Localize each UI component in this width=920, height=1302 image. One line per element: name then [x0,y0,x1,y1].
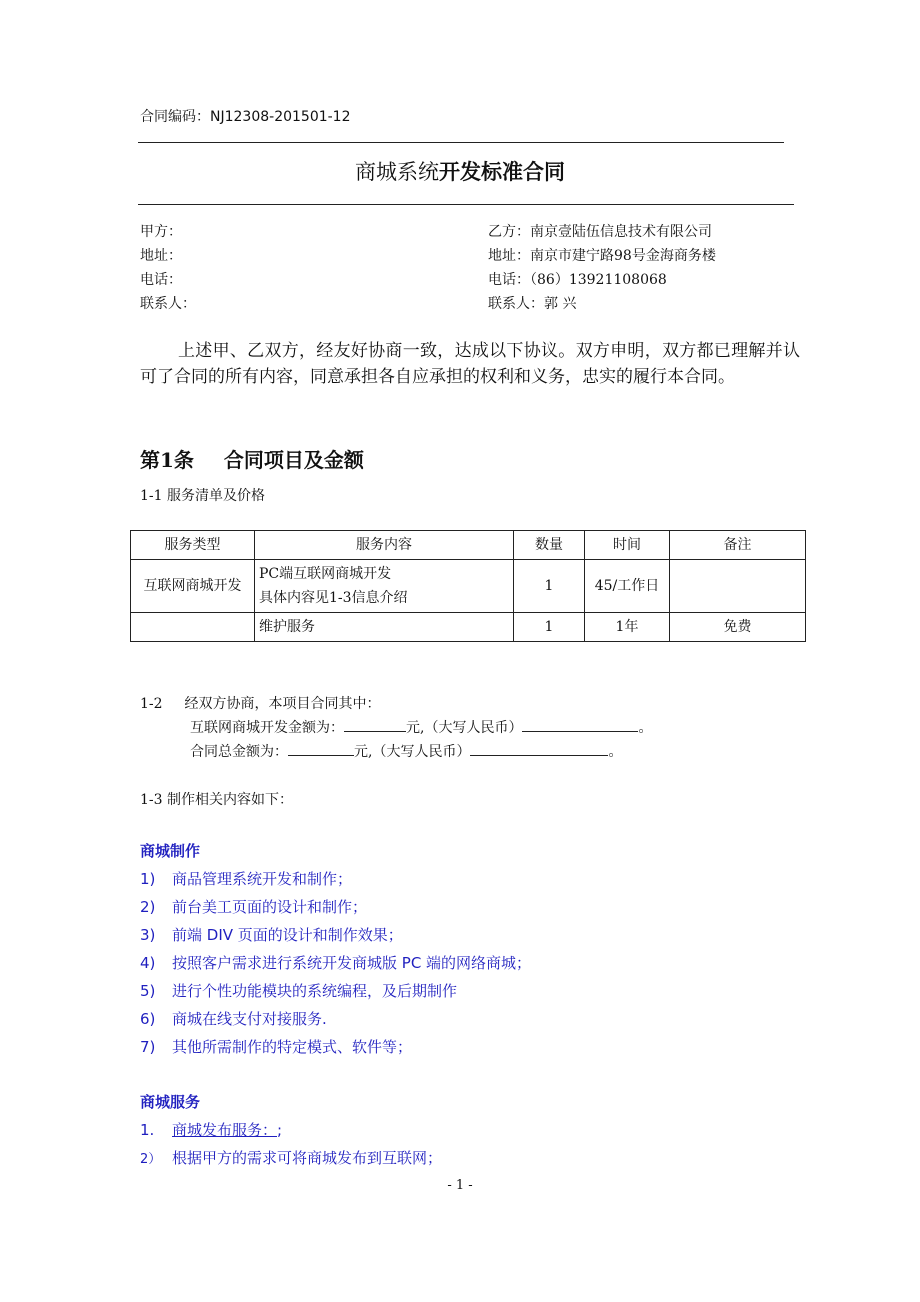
list-item: 7) 其他所需制作的特定模式、软件等； [140,1038,413,1056]
total-amount-upper-blank [470,741,608,756]
title-part-2: 开发标准合同 [439,160,565,184]
dev-amount-end: 。 [638,720,653,736]
mall-service-heading: 商城服务 [140,1093,201,1111]
article-1-title: 合同项目及金额 [223,448,364,472]
title-part-1: 商城系统 [355,160,439,184]
article-1-number: 第1条 [140,448,194,472]
party-a-address: 地址： [140,248,182,264]
cell-content: 维护服务 [255,613,514,642]
list-item: 2） 根据甲方的需求可将商城发布到互联网； [140,1149,443,1167]
dev-amount-label: 互联网商城开发金额为： [190,720,344,736]
section-1-2-label: 1-2 [140,696,163,712]
cell-content-line-1: PC端互联网商城开发 [259,566,392,582]
total-amount-end: 。 [608,744,623,760]
header-time: 时间 [585,531,670,560]
total-amount-line [190,741,622,761]
list-item: 5) 进行个性功能模块的系统编程，及后期制作 [140,982,458,1000]
contract-number: 合同编码：NJ12308-201501-12 [140,109,351,125]
cell-quantity: 1 [514,560,585,613]
party-b-name: 乙方：南京壹陆伍信息技术有限公司 [488,224,712,240]
cell-time: 1年 [585,613,670,642]
title-divider [138,204,794,205]
page-number: - 1 - [447,1178,473,1193]
dev-amount-blank [344,717,406,732]
total-amount-blank [288,741,354,756]
dev-amount-upper-blank [522,717,638,732]
cell-content [255,560,514,613]
table-row [131,560,806,613]
section-1-2-heading [140,693,381,713]
cell-type [131,613,255,642]
party-a-contact: 联系人： [140,296,196,312]
section-1-1-heading: 1-1 服务清单及价格 [140,488,265,504]
party-a-name: 甲方： [140,224,182,240]
section-1-2-text: 经双方协商，本项目合同其中： [184,696,381,712]
total-amount-label: 合同总金额为： [190,744,288,760]
article-1-heading [140,444,364,473]
table-row [131,613,806,642]
party-b-address: 地址：南京市建宁路98号金海商务楼 [488,248,716,264]
header-service-content: 服务内容 [255,531,514,560]
intro-paragraph: 上述甲、乙双方，经友好协商一致，达成以下协议。双方申明，双方都已理解并认可了合同的所有内容，同意承担各自应承担的权利和义务，忠实的履行本合同。 [140,341,800,387]
party-b-phone: 电话：（86）13921108068 [488,272,667,288]
header-quantity: 数量 [514,531,585,560]
total-amount-mid: 元,（大写人民币） [354,744,471,760]
service-table [130,530,806,642]
party-b-contact: 联系人：郭 兴 [488,296,577,312]
header-service-type: 服务类型 [131,531,255,560]
cell-quantity: 1 [514,613,585,642]
list-item: 4) 按照客户需求进行系统开发商城版 PC 端的网络商城； [140,954,532,972]
list-item: 1. 商城发布服务：; [140,1121,283,1139]
list-item: 6) 商城在线支付对接服务. [140,1010,327,1028]
header-divider [138,142,784,143]
mall-production-heading: 商城制作 [140,842,201,860]
cell-type: 互联网商城开发 [131,560,255,613]
section-1-3-heading: 1-3 制作相关内容如下： [140,792,293,808]
page-title [0,156,920,186]
cell-note: 免费 [670,613,806,642]
table-header-row [131,531,806,560]
header-note: 备注 [670,531,806,560]
cell-content-line-2: 具体内容见1-3信息介绍 [259,590,408,606]
cell-time: 45/工作日 [585,560,670,613]
dev-amount-line [190,717,652,737]
dev-amount-mid: 元,（大写人民币） [406,720,523,736]
list-item: 2) 前台美工页面的设计和制作； [140,898,368,916]
party-a-phone: 电话： [140,272,182,288]
cell-note [670,560,806,613]
publish-service-text: 商城发布服务： [172,1121,278,1139]
list-item: 3) 前端 DIV 页面的设计和制作效果； [140,926,403,944]
list-item: 1) 商品管理系统开发和制作； [140,870,353,888]
